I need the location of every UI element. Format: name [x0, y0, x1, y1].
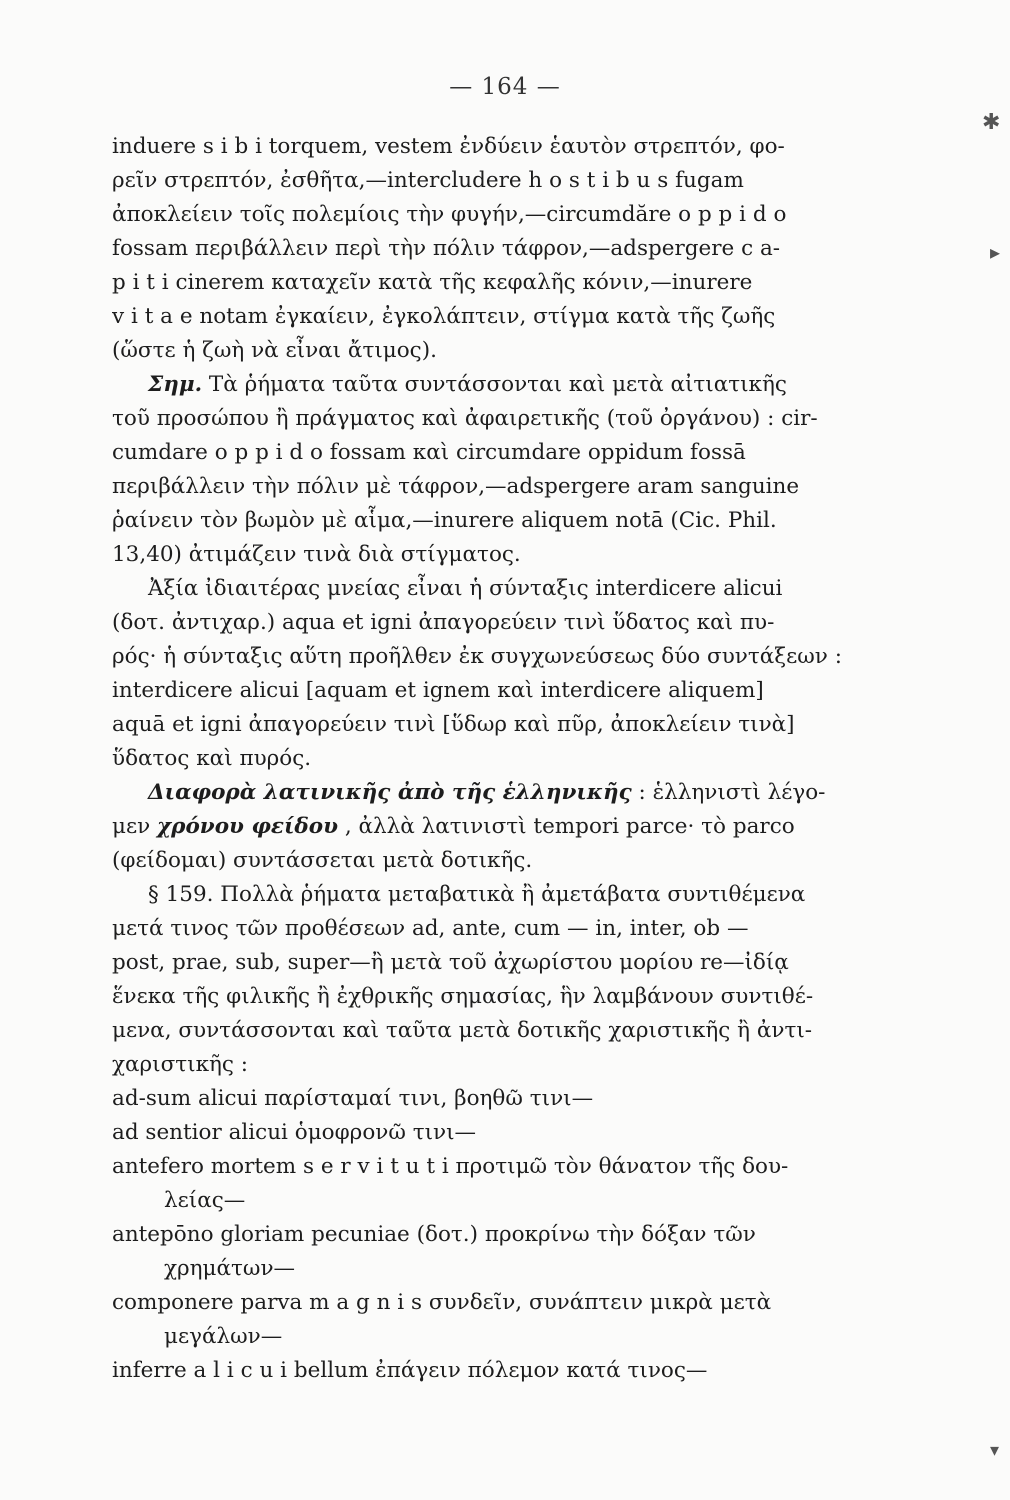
text-line [112, 436, 880, 470]
page-number: — 164 — [449, 74, 561, 100]
text-line [112, 1150, 880, 1184]
line-text: ad sentior alicui ὁμοφρονῶ τινι— [112, 1120, 477, 1145]
ink-mark-bottom-right: ▾ [990, 1440, 1000, 1461]
line-text: περιβάλλειν τὴν πόλιν μὲ τάφρον,—adspergere aram sanguine [112, 474, 800, 499]
line-text: ad-sum alicui παρίσταμαί τινι, βοηθῶ τινι— [112, 1086, 594, 1111]
ink-mark-right: ▸ [990, 240, 1001, 264]
text-line [112, 1048, 880, 1082]
text-line [112, 402, 880, 436]
text-line [112, 470, 880, 504]
emphasis-term: Σημ. [148, 372, 203, 397]
text-line [112, 1354, 880, 1388]
line-text: v i t a e notam ἐγκαίειν, ἐγκολάπτειν, στίγμα κατὰ τῆς ζωῆς [112, 304, 776, 329]
line-lead-plain: μεν [112, 814, 158, 839]
line-text: antepōno gloriam pecuniae (δοτ.) προκρίνω τὴν δόξαν τῶν [112, 1222, 756, 1247]
line-text: Ἀξία ἰδιαιτέρας μνείας εἶναι ἡ σύνταξις interdicere alicui [148, 576, 783, 601]
line-text: τοῦ προσώπου ἢ πράγματος καὶ ἀφαιρετικῆς (τοῦ ὀργάνου) : cir- [112, 406, 818, 431]
text-line [112, 606, 880, 640]
line-text: χαριστικῆς : [112, 1052, 249, 1077]
line-text: post, prae, sub, super—ἢ μετὰ τοῦ ἀχωρίστου μορίου re—ἰδίᾳ [112, 950, 789, 975]
text-line [112, 1184, 880, 1218]
text-line [112, 1218, 880, 1252]
line-text: ρός· ἡ σύνταξις αὕτη προῆλθεν ἐκ συγχωνεύσεως δύο συντάξεων : [112, 644, 842, 669]
text-line [112, 742, 880, 776]
line-text: antefero mortem s e r v i t u t i προτιμῶ τὸν θάνατον τῆς δου- [112, 1154, 789, 1179]
emphasis-term: χρόνου φείδου [157, 814, 338, 839]
line-text: χρημάτων— [164, 1256, 296, 1281]
line-text: μετά τινος τῶν προθέσεων ad, ante, cum — in, inter, ob — [112, 916, 749, 941]
line-text: fossam περιβάλλειν περὶ τὴν πόλιν τάφρον,—adspergere c a- [112, 236, 781, 261]
line-text: aquā et igni ἀπαγορεύειν τινὶ [ὕδωρ καὶ πῦρ, ἀποκλείειν τινὰ] [112, 712, 795, 737]
line-text: (δοτ. ἀντιχαρ.) aqua et igni ἀπαγορεύειν τινὶ ὕδατος καὶ πυ- [112, 610, 775, 635]
text-line [112, 538, 880, 572]
text-line [112, 1082, 880, 1116]
line-text: ἀποκλείειν τοῖς πολεμίοις τὴν φυγήν,—circumdăre o p p i d o [112, 202, 787, 227]
text-line [112, 776, 880, 810]
text-line [112, 300, 880, 334]
page-text [112, 130, 880, 1388]
text-line [112, 368, 880, 402]
emphasis-term: Διαφορὰ λατινικῆς ἀπὸ τῆς ἑλληνικῆς [148, 780, 632, 805]
line-text: λείας— [164, 1188, 246, 1213]
line-text: (ὥστε ἡ ζωὴ νὰ εἶναι ἄτιμος). [112, 338, 437, 363]
text-line [112, 266, 880, 300]
line-text: ἕνεκα τῆς φιλικῆς ἢ ἐχθρικῆς σημασίας, ἣν λαμβάνουν συντιθέ- [112, 984, 814, 1009]
text-line [112, 878, 880, 912]
text-line [112, 980, 880, 1014]
text-line [112, 674, 880, 708]
line-text: ρεῖν στρεπτόν, ἐσθῆτα,—intercludere h o s t i b u s fugam [112, 168, 744, 193]
text-line [112, 198, 880, 232]
text-line [112, 572, 880, 606]
line-text: componere parva m a g n i s συνδεῖν, συνάπτειν μικρὰ μετὰ [112, 1290, 772, 1315]
text-line [112, 164, 880, 198]
text-line [112, 810, 880, 844]
line-text: cumdare o p p i d o fossam καὶ circumdare oppidum fossā [112, 440, 746, 465]
text-line [112, 504, 880, 538]
line-text: , ἀλλὰ λατινιστὶ tempori parce· τὸ parco [344, 814, 795, 839]
text-line [112, 1014, 880, 1048]
text-line [112, 1286, 880, 1320]
line-text: μενα, συντάσσονται καὶ ταῦτα μετὰ δοτικῆς χαριστικῆς ἢ ἀντι- [112, 1018, 813, 1043]
text-line [112, 232, 880, 266]
text-line [112, 334, 880, 368]
text-line [112, 1320, 880, 1354]
line-text: 13,40) ἀτιμάζειν τινὰ διὰ στίγματος. [112, 542, 521, 567]
text-line [112, 912, 880, 946]
text-line [112, 708, 880, 742]
line-text: § 159. Πολλὰ ῥήματα μεταβατικὰ ἢ ἀμετάβατα συντιθέμενα [148, 882, 806, 907]
text-line [112, 1116, 880, 1150]
line-text: p i t i cinerem καταχεῖν κατὰ τῆς κεφαλῆς κόνιν,—inurere [112, 270, 753, 295]
text-line [112, 946, 880, 980]
line-text: ῥαίνειν τὸν βωμὸν μὲ αἷμα,—inurere aliquem notā (Cic. Phil. [112, 508, 777, 533]
line-text: Τὰ ῥήματα ταῦτα συντάσσονται καὶ μετὰ αἰτιατικῆς [208, 372, 787, 397]
line-text: interdicere alicui [aquam et ignem καὶ interdicere aliquem] [112, 678, 764, 703]
line-text: inferre a l i c u i bellum ἐπάγειν πόλεμον κατά τινος— [112, 1358, 708, 1383]
ink-mark-top-right: ✱ [982, 110, 1001, 135]
line-text: : ἑλληνιστὶ λέγο- [638, 780, 826, 805]
text-line [112, 640, 880, 674]
line-text: μεγάλων— [164, 1324, 283, 1349]
line-text: (φείδομαι) συντάσσεται μετὰ δοτικῆς. [112, 848, 533, 873]
line-text: ὕδατος καὶ πυρός. [112, 746, 312, 771]
text-line [112, 130, 880, 164]
line-text: induere s i b i torquem, vestem ἐνδύειν ἑαυτὸν στρεπτόν, φο- [112, 134, 785, 159]
text-line [112, 1252, 880, 1286]
text-line [112, 844, 880, 878]
